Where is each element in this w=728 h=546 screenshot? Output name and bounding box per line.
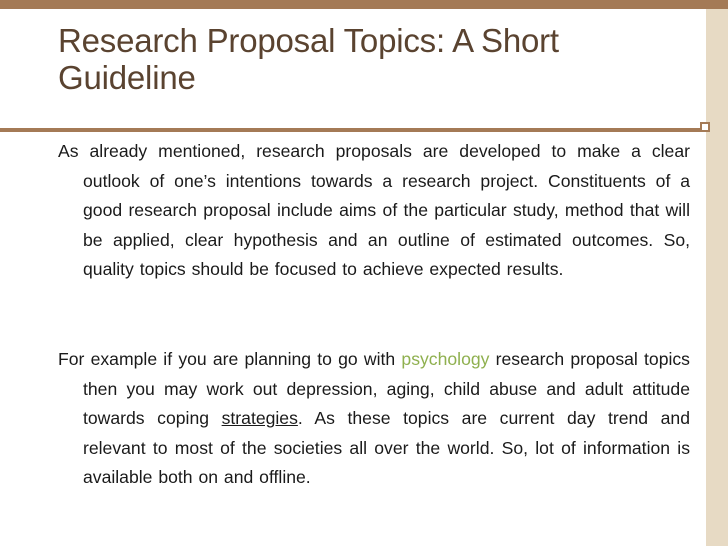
paragraph-example-end: . As these topics are current day trend and relevant to most of the societies all over the world. So, lot of information is available both on and offline. (83, 408, 690, 487)
paragraph-intro: As already mentioned, research proposals are developed to make a clear outlook of one’s intentions towards a research project. Constituents of a good research proposal include aims of the particular study, method that will be applied, clear hypothesis and an outline of estimated outcomes. So, quality topics should be focused to achieve expected results. (58, 141, 690, 279)
slide-title: Research Proposal Topics: A Short Guideline (58, 22, 559, 96)
paragraph-example-start: For example if you are planning to go with (58, 349, 402, 369)
side-band (706, 9, 728, 546)
top-accent-bar (0, 0, 728, 9)
slide-body (0, 132, 706, 546)
psychology-link[interactable]: psychology (401, 349, 490, 369)
paragraph-example-middle: research proposal topics then you may work out depression, aging, child abuse and adult attitude towards coping (83, 349, 690, 428)
strategies-link[interactable]: strategies (221, 408, 298, 428)
paragraph-example (58, 345, 690, 493)
title-area (0, 9, 706, 130)
corner-square-icon (700, 122, 710, 132)
